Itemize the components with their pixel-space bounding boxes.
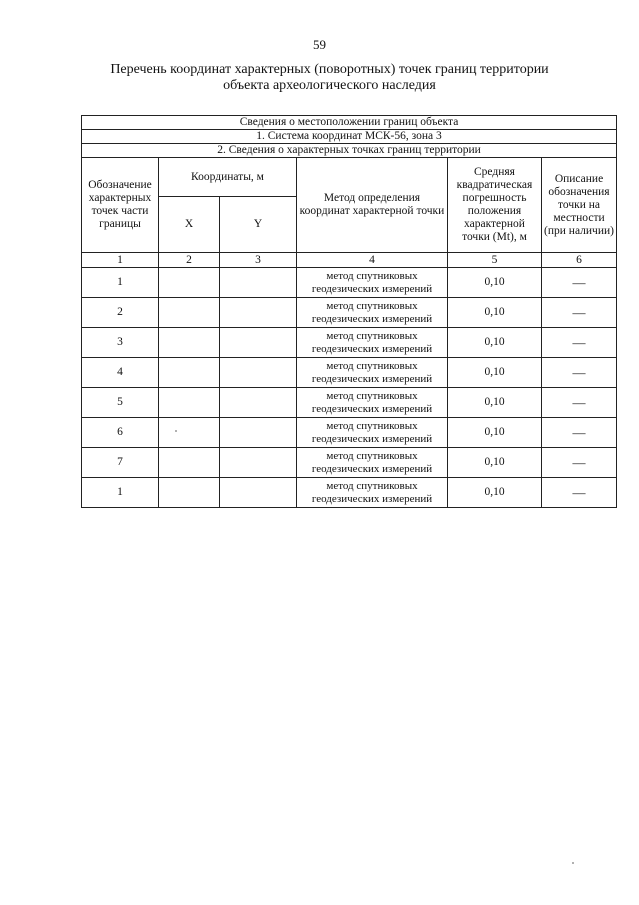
scan-speck	[175, 430, 177, 432]
method-line-1: метод спутниковых	[326, 389, 418, 402]
x-coordinate-cell	[159, 298, 220, 328]
method-line-1: метод спутниковых	[326, 269, 418, 282]
table-row	[82, 418, 617, 448]
section-coordinate-system: 1. Система координат МСК-56, зона 3	[82, 130, 617, 144]
point-cell: 1	[82, 478, 159, 508]
description-cell: —	[542, 298, 617, 328]
y-coordinate-cell	[220, 418, 297, 448]
y-coordinate-cell	[220, 358, 297, 388]
point-cell: 2	[82, 298, 159, 328]
error-cell: 0,10	[448, 418, 542, 448]
section-location-header: Сведения о местоположении границ объекта	[82, 116, 617, 130]
x-coordinate-cell	[159, 328, 220, 358]
method-line-1: метод спутниковых	[326, 359, 418, 372]
point-cell: 7	[82, 448, 159, 478]
method-line-1: метод спутниковых	[326, 419, 418, 432]
method-line-2: геодезических измерений	[311, 372, 433, 385]
description-cell: —	[542, 388, 617, 418]
method-cell	[297, 298, 448, 328]
error-cell: 0,10	[448, 478, 542, 508]
point-cell: 6	[82, 418, 159, 448]
description-cell: —	[542, 328, 617, 358]
method-cell	[297, 328, 448, 358]
table-row	[82, 268, 617, 298]
error-cell: 0,10	[448, 358, 542, 388]
method-cell	[297, 418, 448, 448]
coordinates-table	[81, 115, 617, 508]
y-coordinate-cell	[220, 388, 297, 418]
method-cell	[297, 478, 448, 508]
y-coordinate-cell	[220, 268, 297, 298]
description-cell: —	[542, 358, 617, 388]
y-coordinate-cell	[220, 448, 297, 478]
x-coordinate-cell	[159, 418, 220, 448]
title-line-1: Перечень координат характерных (поворотных) точек границ территории	[110, 62, 549, 77]
description-cell: —	[542, 478, 617, 508]
method-line-1: метод спутниковых	[326, 299, 418, 312]
method-line-1: метод спутниковых	[326, 479, 418, 492]
description-cell: —	[542, 448, 617, 478]
method-cell	[297, 358, 448, 388]
x-coordinate-cell	[159, 358, 220, 388]
table-row	[82, 298, 617, 328]
method-line-1: метод спутниковых	[326, 449, 418, 462]
error-cell: 0,10	[448, 388, 542, 418]
method-line-2: геодезических измерений	[311, 402, 433, 415]
x-coordinate-cell	[159, 478, 220, 508]
method-line-2: геодезических измерений	[311, 312, 433, 325]
x-coordinate-cell	[159, 388, 220, 418]
header-x: X	[159, 197, 220, 253]
point-cell: 3	[82, 328, 159, 358]
y-coordinate-cell	[220, 478, 297, 508]
column-number-cell: 4	[297, 253, 448, 268]
column-number-cell: 3	[220, 253, 297, 268]
description-cell: —	[542, 418, 617, 448]
table-row	[82, 358, 617, 388]
column-number-row	[82, 253, 617, 268]
error-cell: 0,10	[448, 448, 542, 478]
method-line-2: геодезических измерений	[311, 462, 433, 475]
header-error: Средняя квадратическая погрешность положения характерной точки (Mt), м	[448, 158, 542, 253]
method-line-2: геодезических измерений	[311, 282, 433, 295]
column-number-cell: 5	[448, 253, 542, 268]
y-coordinate-cell	[220, 298, 297, 328]
x-coordinate-cell	[159, 448, 220, 478]
method-line-1: метод спутниковых	[326, 329, 418, 342]
method-line-2: геодезических измерений	[311, 342, 433, 355]
column-number-cell: 1	[82, 253, 159, 268]
column-number-cell: 2	[159, 253, 220, 268]
table-row	[82, 388, 617, 418]
header-y: Y	[220, 197, 297, 253]
error-cell: 0,10	[448, 298, 542, 328]
title-line-2: объекта археологического наследия	[223, 78, 436, 93]
description-cell: —	[542, 268, 617, 298]
table-row	[82, 448, 617, 478]
point-cell: 1	[82, 268, 159, 298]
method-cell	[297, 388, 448, 418]
error-cell: 0,10	[448, 328, 542, 358]
page-number: 59	[313, 37, 326, 52]
header-designation: Обозначение характерных точек части границы	[82, 158, 159, 253]
header-description: Описание обозначения точки на местности (при наличии)	[542, 158, 617, 253]
table-row	[82, 328, 617, 358]
point-cell: 5	[82, 388, 159, 418]
scan-speck	[572, 862, 574, 864]
y-coordinate-cell	[220, 328, 297, 358]
method-cell	[297, 448, 448, 478]
header-method: Метод определения координат характерной точки	[297, 158, 448, 253]
point-cell: 4	[82, 358, 159, 388]
header-coordinates: Координаты, м	[159, 158, 297, 197]
x-coordinate-cell	[159, 268, 220, 298]
column-number-cell: 6	[542, 253, 617, 268]
table-row	[82, 478, 617, 508]
section-characteristic-points: 2. Сведения о характерных точках границ территории	[82, 144, 617, 158]
method-cell	[297, 268, 448, 298]
method-line-2: геодезических измерений	[311, 492, 433, 505]
method-line-2: геодезических измерений	[311, 432, 433, 445]
error-cell: 0,10	[448, 268, 542, 298]
document-title	[90, 62, 569, 94]
